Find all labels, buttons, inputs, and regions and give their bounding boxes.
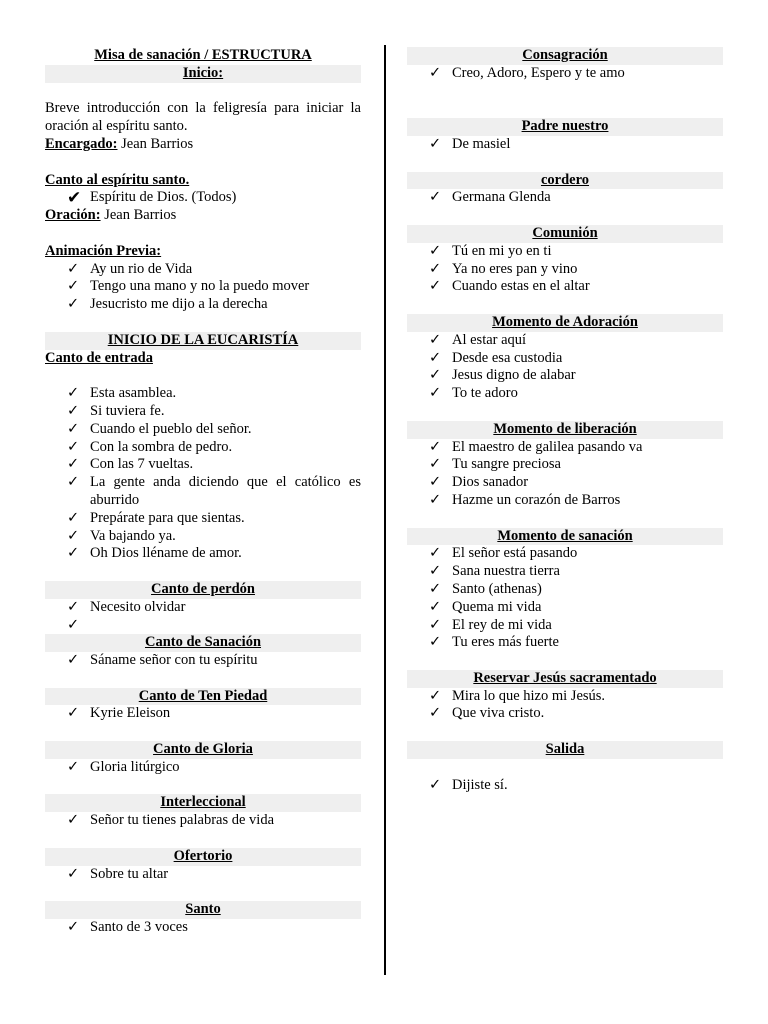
list-item-text: Con las 7 vueltas. xyxy=(90,456,194,473)
check-icon: ✓ xyxy=(429,634,442,651)
section-liberacion: Momento de liberación xyxy=(407,421,723,439)
list-item xyxy=(407,545,723,563)
check-icon: ✓ xyxy=(67,812,80,829)
section-interleccional: Interleccional xyxy=(45,794,361,812)
list-item-text: Hazme un corazón de Barros xyxy=(452,491,621,508)
list-item-text: Cuando el pueblo del señor. xyxy=(90,420,252,437)
section-santo: Santo xyxy=(45,901,361,919)
check-icon: ✓ xyxy=(67,509,80,526)
list-item xyxy=(407,65,723,83)
check-icon: ✓ xyxy=(429,563,442,580)
section-canto-entrada: Canto de entrada xyxy=(45,349,153,366)
list-item-text: Con la sombra de pedro. xyxy=(90,438,233,455)
list-item-text: Jesus digno de alabar xyxy=(452,367,576,384)
check-icon: ✓ xyxy=(67,296,80,313)
list-item-text: El señor está pasando xyxy=(452,545,578,562)
list-item-text: El maestro de galilea pasando va xyxy=(452,438,643,455)
check-icon: ✓ xyxy=(67,865,80,882)
check-icon: ✓ xyxy=(429,189,442,206)
check-icon: ✓ xyxy=(67,385,80,402)
list-item-text: Quema mi vida xyxy=(452,598,542,615)
check-icon: ✓ xyxy=(67,545,80,562)
oracion-value: Jean Barrios xyxy=(100,207,177,224)
check-icon: ✓ xyxy=(67,598,80,615)
section-ofertorio: Ofertorio xyxy=(45,848,361,866)
check-icon: ✓ xyxy=(429,687,442,704)
list-item xyxy=(45,474,361,510)
list-item xyxy=(407,581,723,599)
check-icon: ✔ xyxy=(67,188,82,208)
gloria-list xyxy=(45,759,361,777)
check-icon: ✓ xyxy=(429,545,442,562)
check-icon: ✓ xyxy=(67,438,80,455)
list-item-text: Ya no eres pan y vino xyxy=(452,260,578,277)
encargado-label: Encargado: xyxy=(45,135,118,152)
check-icon: ✓ xyxy=(429,456,442,473)
check-icon: ✓ xyxy=(67,705,80,722)
liberacion-list xyxy=(407,439,723,510)
list-item xyxy=(407,332,723,350)
list-item-text: De masiel xyxy=(452,135,511,152)
check-icon: ✓ xyxy=(429,580,442,597)
list-item-text: Va bajando ya. xyxy=(90,527,176,544)
check-icon: ✓ xyxy=(67,420,80,437)
list-item-text: Sana nuestra tierra xyxy=(452,563,560,580)
check-icon: ✓ xyxy=(429,776,442,793)
list-item-text: Mira lo que hizo mi Jesús. xyxy=(452,687,606,704)
list-item xyxy=(45,812,361,830)
interleccional-list xyxy=(45,812,361,830)
list-item-text: Santo de 3 voces xyxy=(90,919,188,936)
comunion-list xyxy=(407,243,723,296)
section-momento-sanacion: Momento de sanación xyxy=(407,528,723,546)
check-icon: ✓ xyxy=(67,278,80,295)
entrada-list xyxy=(45,385,361,563)
list-item xyxy=(407,599,723,617)
check-icon: ✓ xyxy=(67,652,80,669)
salida-list xyxy=(407,777,723,795)
list-item xyxy=(407,777,723,795)
check-icon: ✓ xyxy=(429,135,442,152)
list-item-text: Gloria litúrgico xyxy=(90,758,180,775)
check-icon: ✓ xyxy=(429,616,442,633)
list-item xyxy=(45,652,361,670)
section-padre-nuestro: Padre nuestro xyxy=(407,118,723,136)
list-item-text: Jesucristo me dijo a la derecha xyxy=(90,296,268,313)
oracion-line xyxy=(45,207,361,225)
consagracion-list xyxy=(407,65,723,83)
list-item xyxy=(407,563,723,581)
list-item-text: Al estar aquí xyxy=(452,331,527,348)
list-item-text: Sobre tu altar xyxy=(90,865,169,882)
document-title: Misa de sanación / ESTRUCTURA xyxy=(94,47,312,63)
encargado-line xyxy=(45,136,361,154)
list-item xyxy=(407,439,723,457)
check-icon: ✓ xyxy=(429,385,442,402)
check-icon: ✓ xyxy=(67,456,80,473)
list-item xyxy=(45,919,361,937)
list-item xyxy=(407,350,723,368)
check-icon: ✓ xyxy=(429,260,442,277)
list-item-text: Germana Glenda xyxy=(452,189,551,206)
list-item xyxy=(45,599,361,617)
list-item-text: Tu sangre preciosa xyxy=(452,456,561,473)
check-icon: ✓ xyxy=(429,64,442,81)
list-item xyxy=(407,456,723,474)
section-inicio: Inicio: xyxy=(45,65,361,83)
check-icon: ✓ xyxy=(429,331,442,348)
check-icon: ✓ xyxy=(67,474,80,491)
list-item xyxy=(407,367,723,385)
list-item xyxy=(407,705,723,723)
list-item xyxy=(407,189,723,207)
list-item-text: Necesito olvidar xyxy=(90,598,186,615)
check-icon: ✓ xyxy=(429,349,442,366)
check-icon: ✓ xyxy=(429,598,442,615)
check-icon: ✓ xyxy=(67,758,80,775)
list-item-text: To te adoro xyxy=(452,385,518,402)
section-eucaristia: INICIO DE LA EUCARISTÍA xyxy=(45,332,361,350)
list-item xyxy=(45,278,361,296)
list-item-text: Tu eres más fuerte xyxy=(452,634,559,651)
list-item xyxy=(407,617,723,635)
list-item xyxy=(407,385,723,403)
list-item-text: Dios sanador xyxy=(452,474,529,491)
list-item-text: Dijiste sí. xyxy=(452,776,508,793)
section-piedad: Canto de Ten Piedad xyxy=(45,688,361,706)
list-item-text: Sáname señor con tu espíritu xyxy=(90,652,258,669)
padre-list xyxy=(407,136,723,154)
list-item xyxy=(45,759,361,777)
list-item-text: Tengo una mano y no la puedo mover xyxy=(90,278,310,295)
left-column xyxy=(45,47,361,937)
section-salida: Salida xyxy=(407,741,723,759)
oracion-label: Oración: xyxy=(45,207,101,224)
list-item xyxy=(407,492,723,510)
list-item xyxy=(45,705,361,723)
list-item xyxy=(407,261,723,279)
santo-list xyxy=(45,919,361,937)
list-item xyxy=(45,261,361,279)
msanacion-list xyxy=(407,545,723,652)
list-item: ✔ Espíritu de Dios. (Todos) xyxy=(67,188,237,208)
encargado-value: Jean Barrios xyxy=(117,135,194,152)
check-icon: ✓ xyxy=(67,402,80,419)
list-item-text: Esta asamblea. xyxy=(90,385,177,402)
right-column xyxy=(407,47,723,794)
list-item xyxy=(45,421,361,439)
list-item xyxy=(45,439,361,457)
list-item-text: Santo (athenas) xyxy=(452,580,542,597)
section-adoracion: Momento de Adoración xyxy=(407,314,723,332)
check-icon: ✓ xyxy=(67,260,80,277)
list-item-text: La gente anda diciendo que el católico es aburrido xyxy=(90,474,361,508)
check-icon: ✓ xyxy=(429,705,442,722)
list-item-text: Señor tu tienes palabras de vida xyxy=(90,812,275,829)
check-icon: ✓ xyxy=(67,616,80,633)
list-item-text: Prepárate para que sientas. xyxy=(90,509,245,526)
list-item-text: Oh Dios lléname de amor. xyxy=(90,545,242,562)
check-icon: ✓ xyxy=(429,438,442,455)
list-item xyxy=(45,545,361,563)
section-cordero: cordero xyxy=(407,172,723,190)
section-reservar: Reservar Jesús sacramentado xyxy=(407,670,723,688)
section-gloria: Canto de Gloria xyxy=(45,741,361,759)
list-item xyxy=(45,403,361,421)
list-item xyxy=(45,296,361,314)
list-item xyxy=(45,456,361,474)
section-animacion: Animación Previa: xyxy=(45,242,162,259)
adoracion-list xyxy=(407,332,723,403)
cordero-list xyxy=(407,189,723,207)
list-item xyxy=(45,617,361,635)
list-item-text: Si tuviera fe. xyxy=(90,402,165,419)
check-icon: ✓ xyxy=(67,527,80,544)
list-item-text: Cuando estas en el altar xyxy=(452,278,590,295)
list-item xyxy=(45,510,361,528)
section-canto-espiritu: Canto al espíritu santo. xyxy=(45,171,190,188)
column-divider xyxy=(384,45,386,975)
perdon-list xyxy=(45,599,361,635)
list-item xyxy=(407,688,723,706)
section-sanacion: Canto de Sanación xyxy=(45,634,361,652)
list-item-text: Ay un rio de Vida xyxy=(90,260,193,277)
sanacion-list xyxy=(45,652,361,670)
check-icon: ✓ xyxy=(429,242,442,259)
check-icon: ✓ xyxy=(429,278,442,295)
check-icon: ✓ xyxy=(429,474,442,491)
ofertorio-list xyxy=(45,866,361,884)
list-item xyxy=(407,278,723,296)
list-item xyxy=(407,243,723,261)
check-icon: ✓ xyxy=(67,919,80,936)
list-item-text: Desde esa custodia xyxy=(452,349,563,366)
reservar-list xyxy=(407,688,723,724)
list-item-text: Kyrie Eleison xyxy=(90,705,171,722)
list-item xyxy=(45,528,361,546)
check-icon: ✓ xyxy=(429,367,442,384)
list-item-text: Tú en mi yo en ti xyxy=(452,242,552,259)
section-comunion: Comunión xyxy=(407,225,723,243)
list-item xyxy=(407,474,723,492)
list-item-text: Creo, Adoro, Espero y te amo xyxy=(452,64,625,81)
check-icon: ✓ xyxy=(429,491,442,508)
section-perdon: Canto de perdón xyxy=(45,581,361,599)
list-item xyxy=(407,136,723,154)
list-item xyxy=(45,866,361,884)
list-item-text: Que viva cristo. xyxy=(452,705,545,722)
intro-paragraph: Breve introducción con la feligresía para iniciar la oración al espíritu santo. xyxy=(45,100,361,135)
animacion-list xyxy=(45,261,361,314)
list-item-text: El rey de mi vida xyxy=(452,616,552,633)
list-item xyxy=(45,385,361,403)
list-item xyxy=(407,634,723,652)
section-consagracion: Consagración xyxy=(407,47,723,65)
piedad-list xyxy=(45,705,361,723)
